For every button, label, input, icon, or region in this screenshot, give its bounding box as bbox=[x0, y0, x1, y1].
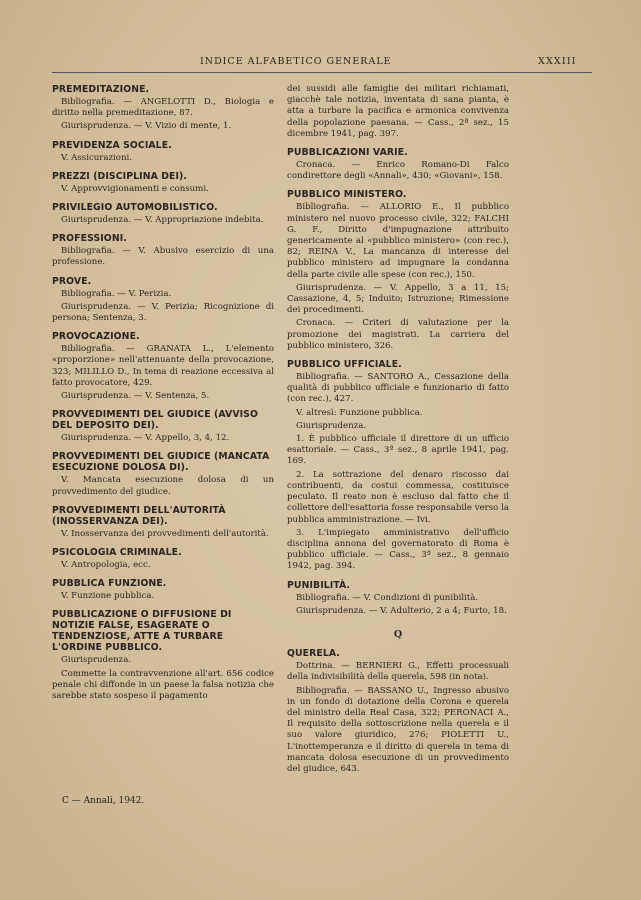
entry-line: Giurisprudenza. bbox=[296, 420, 367, 431]
right-column bbox=[287, 84, 509, 782]
entry-line: Giurisprudenza. — V. Sentenza, 5. bbox=[61, 391, 210, 402]
entry-line: Cronaca. — Criteri di valutazione per la promozione dei magistrati. La carriera del pubblico ministero, 326. bbox=[287, 318, 509, 351]
index-entry bbox=[287, 147, 509, 182]
running-header bbox=[0, 56, 641, 72]
entry-line: Bibliografia. — ANGELOTTI D., Biologia e diritto nella premeditazione, 87. bbox=[52, 97, 274, 119]
entry-line: V. Funzione pubblica. bbox=[61, 591, 155, 602]
entry-line: Giurisprudenza. — V. Perizia; Ricognizione di persona; Sentenza, 3. bbox=[52, 301, 274, 324]
entry-line: Dottrina. — BERNIERI G., Effetti processuali della indivisibilità della querela, 598 (in nota). bbox=[287, 661, 509, 683]
entry-line: 3. L'impiegato amministrativo dell'ufficio disciplina annona del governatorato di Roma è pubblico ufficiale. — Cass., 3ª sez., 8 gennaio 1942, pag. 394. bbox=[287, 527, 509, 572]
page-number: XXXIII bbox=[538, 56, 577, 67]
index-entry bbox=[52, 505, 274, 540]
entry-line: Bibliografia. — ALLORIO E., Il pubblico ministero nel nuovo processo civile, 322; FALCHI G. F., Diritto d'impugnazione attribuito genericamente al «pubblico ministero» (con rec.), 82; REINA V., La mancanza di interesse del pubblico ministero ad impugnare la condanna della parte civile alle spese (con rec.), 150. bbox=[287, 202, 509, 280]
entry-heading: PUNIBILITÀ. bbox=[287, 579, 351, 591]
index-entry bbox=[52, 171, 274, 195]
left-column bbox=[52, 84, 274, 709]
entry-heading: PROVOCAZIONE. bbox=[52, 331, 140, 343]
entry-line: Giurisprudenza. bbox=[61, 655, 132, 666]
entry-line: Bibliografia. — V. Perizia. bbox=[61, 288, 172, 299]
index-entry bbox=[52, 609, 274, 702]
index-entry bbox=[287, 189, 509, 352]
entry-line: 1. È pubblico ufficiale il direttore di un ufficio esattoriale. — Cass., 3ª sez., 8 aprile 1941, pag. 169. bbox=[287, 434, 509, 467]
page-footer: C — Annali, 1942. bbox=[62, 796, 145, 806]
entry-line: Bibliografia. — SANTORO A., Cessazione della qualità di pubblico ufficiale e funzionario di fatto (con rec.), 427. bbox=[287, 372, 509, 405]
index-entry bbox=[52, 451, 274, 497]
entry-heading: PROVVEDIMENTI DEL GIUDICE (AVVISO DEL DEPOSITO DEI). bbox=[52, 409, 258, 432]
entry-heading: PUBBLICAZIONI VARIE. bbox=[287, 147, 408, 159]
entry-heading: PROVVEDIMENTI DEL GIUDICE (MANCATA ESECUZIONE DOLOSA DI). bbox=[52, 451, 270, 474]
index-entry bbox=[287, 359, 509, 572]
entry-heading: PSICOLOGIA CRIMINALE. bbox=[52, 547, 182, 559]
entry-heading: PROVE. bbox=[52, 275, 92, 287]
index-entry bbox=[52, 84, 274, 133]
entry-line: Bibliografia. — BASSANO U., Ingresso abusivo in un fondo di dotazione della Corona e querela del ministro della Real Casa, 322; PERONACI A., Il requisito della sottoscrizione nella querela e il suo valore giuridico, 276; PIOLETTI U., L'inottemperanza e il diritto di querela in tema di mancata dolosa esecuzione di un provvedimento del giudice, 643. bbox=[287, 685, 509, 774]
index-entry bbox=[52, 140, 274, 164]
entry-line: Bibliografia. — V. Abusivo esercizio di una professione. bbox=[52, 246, 274, 268]
header-rule bbox=[52, 72, 592, 73]
entry-heading: PREZZI (DISCIPLINA DEI). bbox=[52, 170, 188, 182]
entry-line: V. Antropologia, ecc. bbox=[61, 560, 151, 571]
entry-line: V. Inosservanza dei provvedimenti dell'autorità. bbox=[61, 528, 269, 539]
entry-line: V. Mancata esecuzione dolosa di un provvedimento del giudice. bbox=[52, 475, 274, 497]
entry-heading: PUBBLICA FUNZIONE. bbox=[52, 578, 167, 590]
entry-line: Giurisprudenza. — V. Vizio di mente, 1. bbox=[61, 121, 232, 132]
index-entry bbox=[52, 409, 274, 444]
entry-line: Bibliografia. — V. Condizioni di punibilità. bbox=[296, 592, 479, 603]
entry-line: Bibliografia. — GRANATA L., L'elemento «proporzione» nell'attenuante della provocazione, 323; MILILLO D., In tema di reazione eccessiva al fatto provocatore, 429. bbox=[52, 344, 274, 388]
entry-heading: PUBBLICAZIONE O DIFFUSIONE DI NOTIZIE FALSE, ESAGERATE O TENDENZIOSE, ATTE A TURBARE L'ORDINE PUBBLICO. bbox=[52, 609, 232, 654]
entry-line: V. Assicurazioni. bbox=[61, 152, 132, 163]
entry-line: V. altresì: Funzione pubblica. bbox=[296, 407, 423, 418]
index-entry bbox=[52, 276, 274, 325]
entry-heading: PREVIDENZA SOCIALE. bbox=[52, 139, 172, 151]
entry-heading: PROFESSIONI. bbox=[52, 233, 127, 245]
header-title: INDICE ALFABETICO GENERALE bbox=[200, 56, 392, 67]
entry-line: Giurisprudenza. — V. Appropriazione indebita. bbox=[61, 215, 264, 226]
entry-heading: PROVVEDIMENTI DELL'AUTORITÀ (INOSSERVANZA DEI). bbox=[52, 504, 226, 527]
entry-heading: QUERELA. bbox=[287, 648, 340, 660]
index-entry bbox=[287, 84, 509, 140]
entry-line: Commette la contravvenzione all'art. 656 codice penale chi diffonde in un paese la falsa notizia che sarebbe stato sospeso il pagamento bbox=[52, 668, 274, 702]
index-entry bbox=[287, 580, 509, 617]
index-entry bbox=[52, 578, 274, 602]
entry-line: 2. La sottrazione del denaro riscosso dai contribuenti, da costui commessa, costituisce peculato. Il reato non è escluso dal fatto che il collettore dell'esattoria fosse responsabile verso la pubblica amministrazione. — Ivi. bbox=[287, 469, 509, 525]
entry-heading: PUBBLICO MINISTERO. bbox=[287, 189, 407, 201]
index-entry bbox=[52, 547, 274, 571]
index-entry bbox=[52, 331, 274, 402]
index-entry bbox=[52, 202, 274, 226]
index-entry bbox=[287, 648, 509, 775]
entry-line: dei sussidi alle famiglie dei militari richiamati, giacchè tale notizia, inventata di sana pianta, è atta a turbare la pacifica e armonica convivenza della popolazione paesana. — Cass., 2ª sez., 15 dicembre 1941, pag. 397. bbox=[287, 84, 509, 139]
entry-heading: PRIVILEGIO AUTOMOBILISTICO. bbox=[52, 202, 218, 214]
index-entry bbox=[52, 233, 274, 268]
section-letter: Q bbox=[393, 628, 403, 640]
entry-line: Cronaca. — Enrico Romano-Di Falco condirettore degli «Annali», 430; «Giovani», 158. bbox=[287, 160, 509, 182]
entry-line: Giurisprudenza. — V. Adulterio, 2 a 4; Furto, 18. bbox=[296, 605, 507, 616]
entry-line: Giurisprudenza. — V. Appello, 3, 4, 12. bbox=[61, 433, 230, 444]
entry-line: V. Approvvigionamenti e consumi. bbox=[61, 183, 209, 194]
entry-heading: PUBBLICO UFFICIALE. bbox=[287, 359, 402, 371]
entry-line: Giurisprudenza. — V. Appello, 3 a 11, 15; Cassazione, 4, 5; Induito; Istruzione; Rimessione dei procedimenti. bbox=[287, 282, 509, 316]
entry-heading: PREMEDITAZIONE. bbox=[52, 84, 150, 95]
